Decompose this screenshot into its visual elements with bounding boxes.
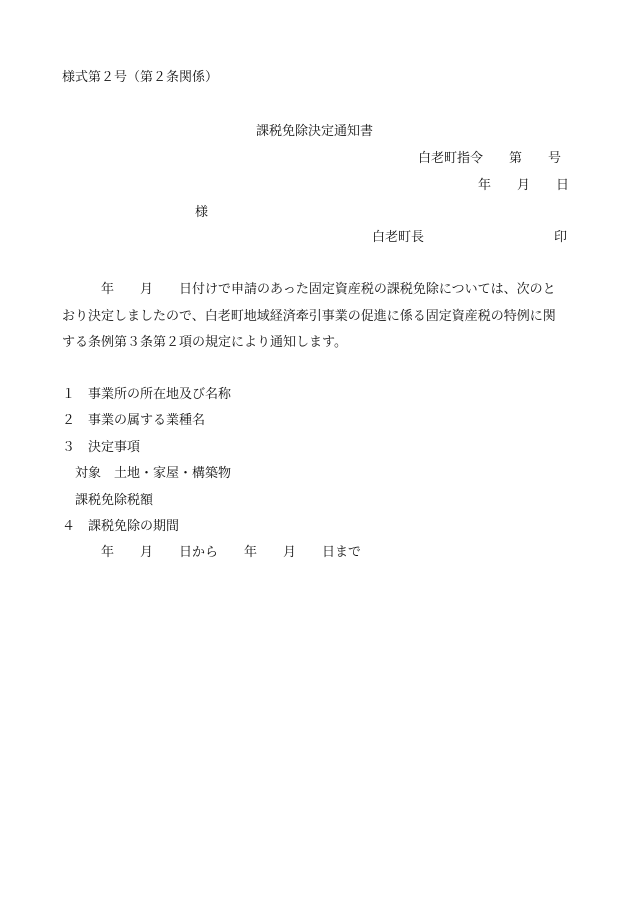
body-line-2: おり決定しましたので、白老町地域経済牽引事業の促進に係る固定資産税の特例に関 bbox=[62, 309, 556, 324]
item-industry-name: ２ 事業の属する業種名 bbox=[62, 413, 206, 428]
document-title: 課税免除決定通知書 bbox=[256, 124, 374, 139]
issue-date: 年 月 日 bbox=[478, 178, 570, 193]
item-decision-matters: ３ 決定事項 bbox=[62, 440, 141, 455]
item-business-location: １ 事業所の所在地及び名称 bbox=[62, 387, 232, 402]
item-exemption-period: ４ 課税免除の期間 bbox=[62, 519, 180, 534]
addressee: 様 bbox=[195, 205, 209, 220]
item-exemption-period-range: 年 月 日から 年 月 日まで bbox=[62, 545, 362, 560]
body-line-1: 年 月 日付けで申請のあった固定資産税の課税免除については、次のと bbox=[62, 282, 556, 297]
item-decision-target: 対象 土地・家屋・構築物 bbox=[62, 466, 232, 481]
reference-number: 白老町指令 第 号 bbox=[418, 151, 562, 166]
form-number: 様式第２号（第２条関係） bbox=[62, 70, 219, 85]
issuer-signature: 白老町長 印 bbox=[372, 230, 568, 245]
body-line-3: する条例第３条第２項の規定により通知します。 bbox=[62, 335, 347, 350]
item-exempt-amount: 課税免除税額 bbox=[62, 493, 154, 508]
